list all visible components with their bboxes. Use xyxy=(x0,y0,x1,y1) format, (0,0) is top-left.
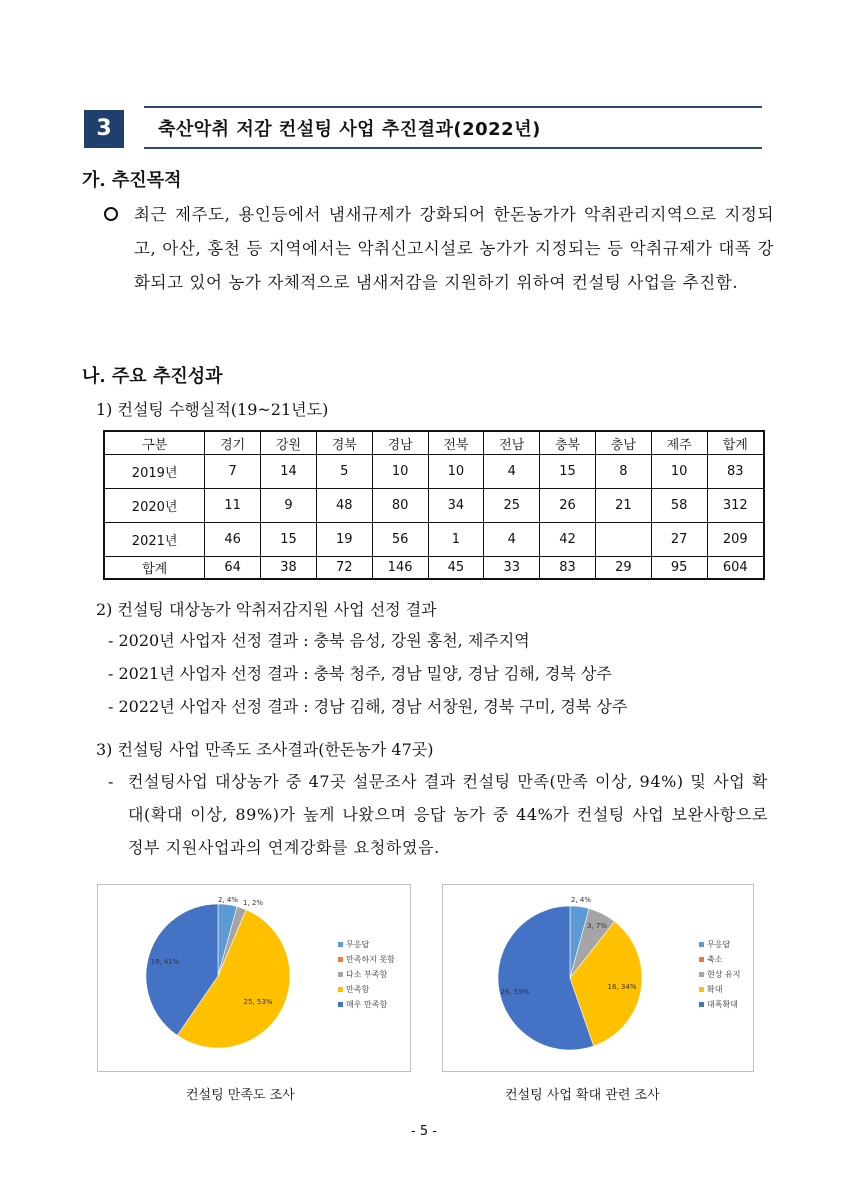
legend-swatch xyxy=(338,957,343,962)
table-cell: 27 xyxy=(651,523,707,557)
pie-data-label: 1, 2% xyxy=(242,899,264,907)
satisfaction-legend xyxy=(338,937,395,1012)
survey-result-text: 컨설팅사업 대상농가 중 47곳 설문조사 결과 컨설팅 만족(만족 이상, 94%) 및 사업 확대(확대 이상, 89%)가 높게 나왔으며 응답 농가 중 44%가 컨설팅 사업 보완사항으로 정부 지원사업과의 연계강화를 요청하였음. xyxy=(128,772,768,857)
table-cell xyxy=(595,523,651,557)
section-title: 축산악취 저감 컨설팅 사업 추진결과(2022년) xyxy=(158,119,541,140)
table-cell: 2019년 xyxy=(104,455,205,489)
table-header-cell: 합계 xyxy=(707,431,764,455)
table-cell: 15 xyxy=(261,523,317,557)
table-cell: 58 xyxy=(651,489,707,523)
legend-label: 무응답 xyxy=(707,940,731,949)
table-cell: 2020년 xyxy=(104,489,205,523)
pie-data-label: 3, 7% xyxy=(586,922,608,930)
legend-item xyxy=(699,967,740,982)
table-header-cell: 전남 xyxy=(484,431,540,455)
table-cell: 83 xyxy=(707,455,764,489)
table-header-cell: 제주 xyxy=(651,431,707,455)
legend-swatch xyxy=(699,1002,704,1007)
table-cell: 83 xyxy=(540,557,596,580)
selection-2020: - 2020년 사업자 선정 결과 : 충북 음성, 강원 홍천, 제주지역 xyxy=(108,631,530,650)
results-item1: 1) 컨설팅 수행실적(19~21년도) xyxy=(96,400,329,419)
legend-swatch xyxy=(699,987,704,992)
section-title-rule-top xyxy=(144,106,762,108)
selection-2022: - 2022년 사업자 선정 결과 : 경남 김해, 경남 서창원, 경북 구미, 경북 상주 xyxy=(108,697,628,716)
table-row xyxy=(104,489,764,523)
table-cell: 2021년 xyxy=(104,523,205,557)
table-cell: 312 xyxy=(707,489,764,523)
table-cell: 25 xyxy=(484,489,540,523)
purpose-heading: 가. 추진목적 xyxy=(82,170,182,191)
legend-label: 축소 xyxy=(707,955,723,964)
table-row xyxy=(104,557,764,580)
pie-data-label: 16, 34% xyxy=(607,983,637,991)
table-row xyxy=(104,523,764,557)
table-cell: 42 xyxy=(540,523,596,557)
table-cell: 7 xyxy=(205,455,261,489)
legend-label: 현상 유지 xyxy=(707,970,741,979)
legend-item xyxy=(699,952,740,967)
table-row xyxy=(104,455,764,489)
table-cell: 34 xyxy=(428,489,484,523)
table-header-cell: 경기 xyxy=(205,431,261,455)
table-header-row xyxy=(104,431,764,455)
legend-swatch xyxy=(338,1002,343,1007)
table-cell: 19 xyxy=(316,523,372,557)
table-cell: 46 xyxy=(205,523,261,557)
legend-swatch xyxy=(338,942,343,947)
satisfaction-chart xyxy=(97,884,411,1072)
table-cell: 21 xyxy=(595,489,651,523)
table-cell: 10 xyxy=(372,455,428,489)
table-cell: 10 xyxy=(651,455,707,489)
table-cell: 604 xyxy=(707,557,764,580)
survey-dash: - xyxy=(108,772,114,791)
table-cell: 146 xyxy=(372,557,428,580)
table-cell: 29 xyxy=(595,557,651,580)
table-header-cell: 경북 xyxy=(316,431,372,455)
table-cell: 4 xyxy=(484,455,540,489)
legend-item xyxy=(338,967,395,982)
table-cell: 11 xyxy=(205,489,261,523)
legend-item xyxy=(699,982,740,997)
legend-item xyxy=(338,952,395,967)
legend-label: 매우 만족함 xyxy=(346,1000,388,1009)
table-cell: 48 xyxy=(316,489,372,523)
legend-swatch xyxy=(699,942,704,947)
consulting-performance-table xyxy=(103,430,765,580)
results-item3: 3) 컨설팅 사업 만족도 조사결과(한돈농가 47곳) xyxy=(96,740,434,759)
expansion-legend xyxy=(699,937,740,1012)
expansion-chart xyxy=(442,884,754,1072)
legend-label: 만족하지 못함 xyxy=(346,955,395,964)
legend-label: 다소 부족함 xyxy=(346,970,388,979)
table-cell: 5 xyxy=(316,455,372,489)
expansion-chart-caption: 컨설팅 사업 확대 관련 조사 xyxy=(505,1088,660,1103)
legend-label: 대폭확대 xyxy=(707,1000,738,1009)
legend-label: 만족함 xyxy=(346,985,370,994)
table-cell: 209 xyxy=(707,523,764,557)
legend-label: 무응답 xyxy=(346,940,370,949)
table-header-cell: 충남 xyxy=(595,431,651,455)
purpose-text: 최근 제주도, 용인등에서 냄새규제가 강화되어 한돈농가가 악취관리지역으로 지정되고, 아산, 홍천 등 지역에서는 악취신고시설로 농가가 지정되는 등 악취규제가 대폭 강화되고 있어 농가 자체적으로 냄새저감을 지원하기 위하여 컨설팅 사업을 추진함. xyxy=(134,205,774,292)
legend-swatch xyxy=(699,972,704,977)
legend-item xyxy=(338,937,395,952)
legend-swatch xyxy=(699,957,704,962)
table-header-cell: 구분 xyxy=(104,431,205,455)
table-cell: 15 xyxy=(540,455,596,489)
pie-data-label: 19, 41% xyxy=(150,958,180,966)
table-cell: 8 xyxy=(595,455,651,489)
table-cell: 10 xyxy=(428,455,484,489)
page-number: - 5 - xyxy=(411,1124,437,1139)
section-number: 3 xyxy=(84,110,124,148)
table-header-cell: 충북 xyxy=(540,431,596,455)
legend-item xyxy=(699,937,740,952)
table-cell: 80 xyxy=(372,489,428,523)
pie-data-label: 2, 4% xyxy=(570,896,592,904)
legend-item xyxy=(338,982,395,997)
table-header-cell: 전북 xyxy=(428,431,484,455)
section-title-rule-bottom xyxy=(144,147,762,149)
table-header-cell: 경남 xyxy=(372,431,428,455)
legend-swatch xyxy=(338,987,343,992)
legend-item xyxy=(338,997,395,1012)
results-item2: 2) 컨설팅 대상농가 악취저감지원 사업 선정 결과 xyxy=(96,600,437,619)
pie-data-label: 2, 4% xyxy=(217,896,239,904)
table-cell: 4 xyxy=(484,523,540,557)
table-header-cell: 강원 xyxy=(261,431,317,455)
table-cell: 9 xyxy=(261,489,317,523)
table-cell: 95 xyxy=(651,557,707,580)
circle-bullet-icon xyxy=(104,207,118,221)
table-cell: 1 xyxy=(428,523,484,557)
table-cell: 14 xyxy=(261,455,317,489)
table-cell: 56 xyxy=(372,523,428,557)
table-cell: 26 xyxy=(540,489,596,523)
legend-label: 확대 xyxy=(707,985,723,994)
table-cell: 64 xyxy=(205,557,261,580)
results-heading: 나. 주요 추진성과 xyxy=(82,366,223,387)
legend-item xyxy=(699,997,740,1012)
pie-data-label: 26, 55% xyxy=(500,988,530,996)
table-cell: 38 xyxy=(261,557,317,580)
legend-swatch xyxy=(338,972,343,977)
table-cell: 합계 xyxy=(104,557,205,580)
satisfaction-chart-caption: 컨설팅 만족도 조사 xyxy=(186,1088,295,1103)
table-cell: 45 xyxy=(428,557,484,580)
table-cell: 33 xyxy=(484,557,540,580)
table-cell: 72 xyxy=(316,557,372,580)
selection-2021: - 2021년 사업자 선정 결과 : 충북 청주, 경남 밀양, 경남 김해, 경북 상주 xyxy=(108,664,612,683)
pie-data-label: 25, 53% xyxy=(243,998,273,1006)
